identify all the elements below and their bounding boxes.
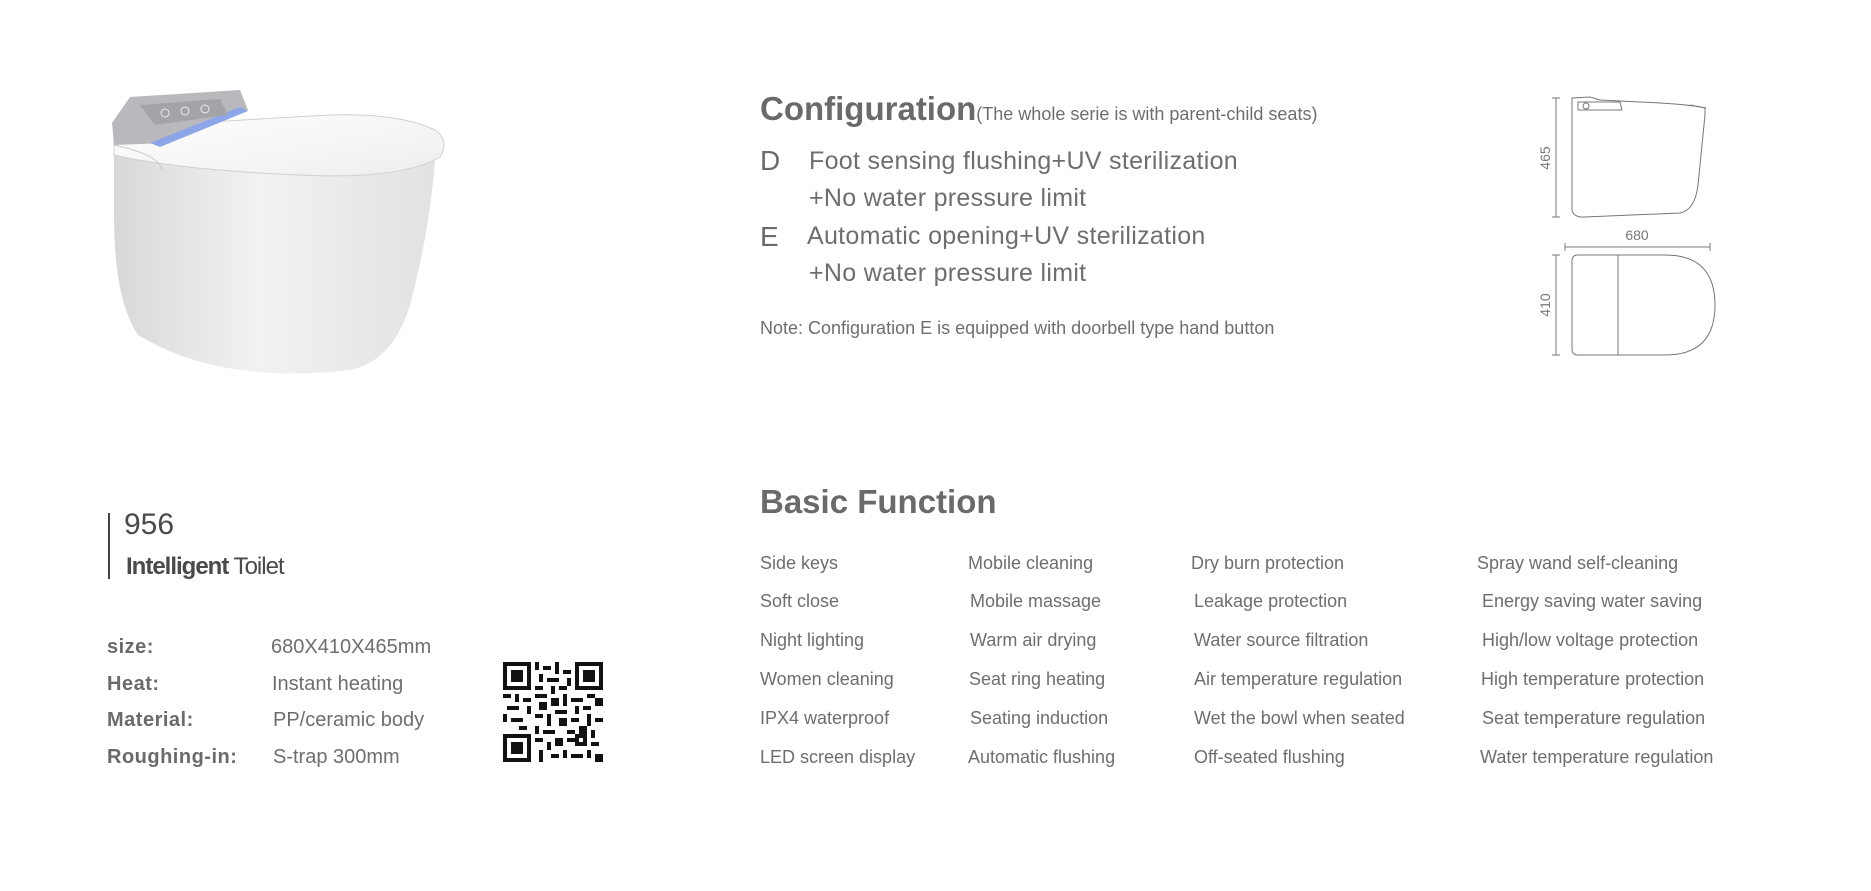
option-e-line1: Automatic opening+UV sterilization (807, 222, 1206, 250)
feature-item: Spray wand self-cleaning (1477, 553, 1679, 573)
spec-value-size: 680X410X465mm (271, 636, 432, 658)
feature-item: Wet the bowl when seated (1194, 708, 1405, 728)
feature-item: High temperature protection (1481, 669, 1705, 689)
option-d-letter: D (760, 145, 781, 176)
feature-item: Women cleaning (760, 669, 894, 689)
spec-value-roughing: S-trap 300mm (273, 746, 400, 768)
feature-item: High/low voltage protection (1482, 630, 1699, 650)
feature-item: Energy saving water saving (1482, 591, 1703, 611)
dimension-length-label: 680 (1625, 227, 1649, 243)
feature-item: Soft close (760, 591, 840, 611)
feature-item: Side keys (760, 553, 839, 573)
feature-item: Seat temperature regulation (1482, 708, 1706, 728)
configuration-subtitle: (The whole serie is with parent-child seats) (976, 104, 1318, 124)
feature-item: Mobile cleaning (968, 553, 1094, 573)
feature-item: Warm air drying (970, 630, 1097, 650)
feature-item: LED screen display (760, 747, 916, 767)
option-d-line1: Foot sensing flushing+UV sterilization (809, 147, 1238, 175)
spec-value-heat: Instant heating (272, 673, 404, 695)
feature-item: Leakage protection (1194, 591, 1348, 611)
feature-item: Dry burn protection (1191, 553, 1345, 573)
feature-item: Air temperature regulation (1194, 669, 1403, 689)
spec-label-size: size: (107, 636, 154, 658)
toilet-product-image (100, 85, 450, 385)
product-name-bold: Intelligent (126, 553, 229, 580)
feature-item: Automatic flushing (968, 747, 1116, 767)
product-name (126, 553, 284, 581)
configuration-title: Configuration (760, 90, 977, 127)
feature-item: IPX4 waterproof (760, 708, 890, 728)
feature-item: Water source filtration (1194, 630, 1369, 650)
option-e-letter: E (760, 221, 779, 252)
product-name-rest: Toilet (228, 553, 284, 580)
feature-item: Seating induction (970, 708, 1109, 728)
configuration-heading (760, 90, 1317, 128)
qr-code (503, 662, 603, 762)
feature-item: Water temperature regulation (1480, 747, 1714, 767)
feature-item: Seat ring heating (969, 669, 1106, 689)
feature-item: Mobile massage (970, 591, 1102, 611)
feature-item: Off-seated flushing (1194, 747, 1345, 767)
spec-value-material: PP/ceramic body (273, 709, 425, 731)
option-e-line2: +No water pressure limit (809, 259, 1087, 287)
spec-label-roughing: Roughing-in: (107, 746, 238, 768)
configuration-note: Note: Configuration E is equipped with doorbell type hand button (760, 318, 1275, 338)
dimension-width-label: 410 (1537, 293, 1553, 317)
title-divider (108, 513, 110, 579)
model-number: 956 (124, 508, 175, 541)
spec-label-heat: Heat: (107, 673, 160, 695)
dimension-diagram (1530, 90, 1750, 365)
dimension-height-label: 465 (1537, 146, 1553, 170)
feature-item: Night lighting (760, 630, 865, 650)
spec-label-material: Material: (107, 709, 194, 731)
basic-function-heading: Basic Function (760, 483, 997, 520)
option-d-line2: +No water pressure limit (809, 184, 1087, 212)
